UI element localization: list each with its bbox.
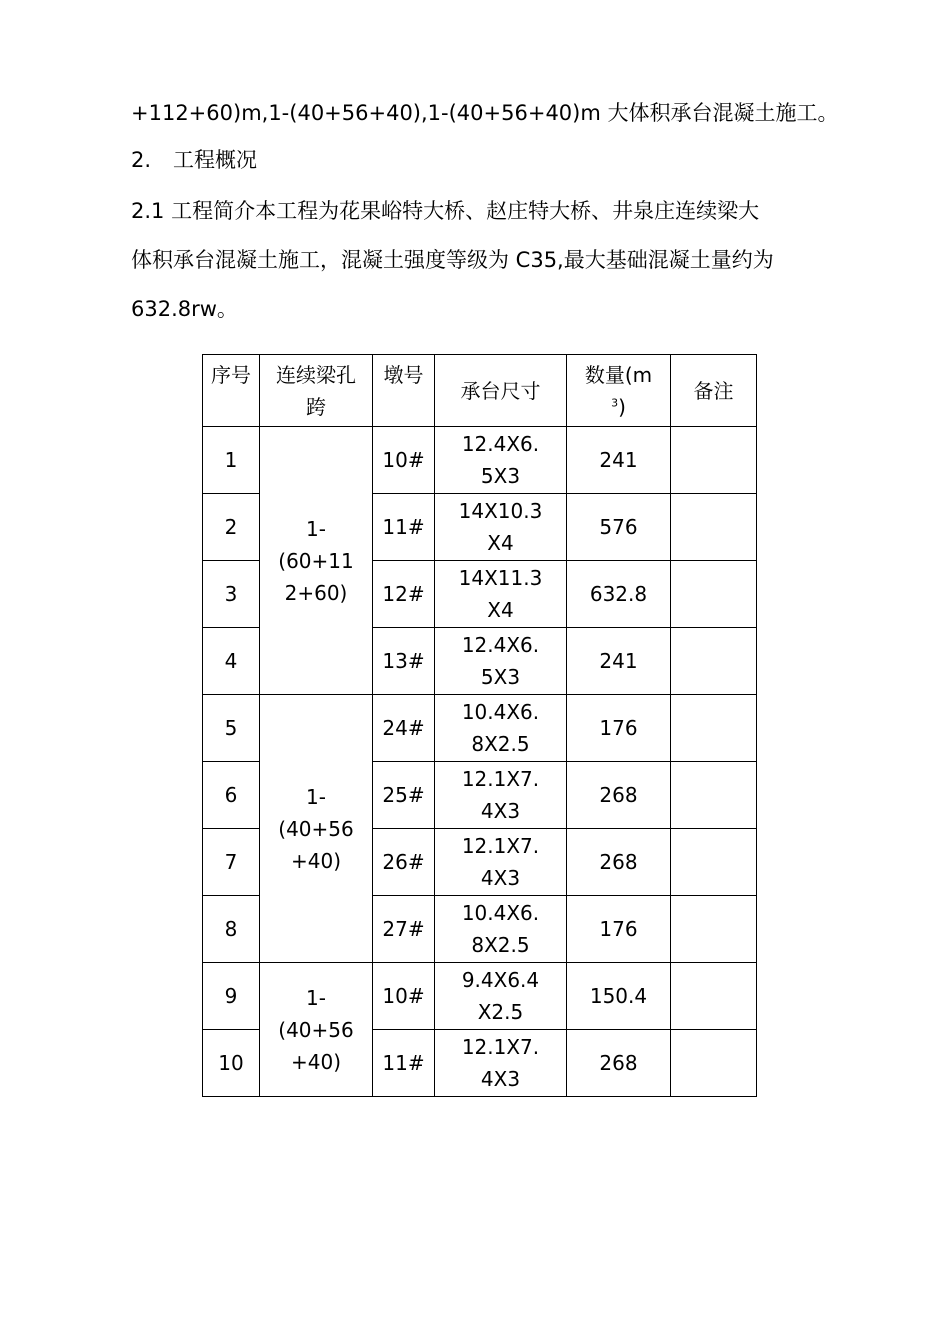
header-volume-line1: 数量(m bbox=[584, 363, 653, 387]
cell-pier: 11# bbox=[373, 494, 435, 561]
section-title: 工程概况 bbox=[173, 148, 258, 172]
cell-remark bbox=[671, 494, 757, 561]
cell-size bbox=[435, 963, 567, 1030]
cell-remark bbox=[671, 561, 757, 628]
cell-size-size1: 12.1X7. bbox=[461, 767, 540, 791]
cell-size bbox=[435, 762, 567, 829]
cell-remark bbox=[671, 829, 757, 896]
cell-size bbox=[435, 427, 567, 494]
cell-span-group bbox=[260, 695, 373, 963]
cell-seq: 9 bbox=[203, 963, 260, 1030]
cell-size-size2: X4 bbox=[487, 531, 514, 555]
cell-remark bbox=[671, 963, 757, 1030]
cell-seq: 3 bbox=[203, 561, 260, 628]
cell-volume: 268 bbox=[567, 829, 671, 896]
cell-volume: 241 bbox=[567, 628, 671, 695]
span-group-line1: 1- bbox=[306, 985, 326, 1010]
cell-seq: 10 bbox=[203, 1030, 260, 1097]
cell-remark bbox=[671, 896, 757, 963]
cell-size-size1: 12.1X7. bbox=[461, 1035, 540, 1059]
cell-remark bbox=[671, 695, 757, 762]
cell-volume: 241 bbox=[567, 427, 671, 494]
header-pier: 墩号 bbox=[373, 355, 435, 427]
cell-pier: 13# bbox=[373, 628, 435, 695]
header-remark: 备注 bbox=[671, 355, 757, 427]
span-group-line3: +40) bbox=[290, 848, 341, 873]
cell-seq: 8 bbox=[203, 896, 260, 963]
span-group-line1: 1- bbox=[306, 784, 326, 809]
cell-volume: 268 bbox=[567, 1030, 671, 1097]
span-group-line2: (40+56 bbox=[278, 816, 354, 841]
cell-size-size1: 14X10.3 bbox=[458, 499, 543, 523]
cell-size-size2: X2.5 bbox=[477, 1000, 524, 1024]
cell-size bbox=[435, 1030, 567, 1097]
span-group-line3: 2+60) bbox=[284, 580, 348, 605]
section-heading bbox=[131, 145, 257, 175]
cell-volume: 576 bbox=[567, 494, 671, 561]
header-volume-line2 bbox=[567, 391, 670, 423]
cell-size-size1: 12.1X7. bbox=[461, 834, 540, 858]
cell-size-size2: 4X3 bbox=[480, 866, 521, 890]
header-seq: 序号 bbox=[203, 355, 260, 427]
cell-seq: 1 bbox=[203, 427, 260, 494]
paragraph-line-3: 2.1 工程简介本工程为花果峪特大桥、赵庄特大桥、井泉庄连续梁大 bbox=[131, 199, 760, 223]
cell-size-size2: 4X3 bbox=[480, 799, 521, 823]
header-size: 承台尺寸 bbox=[435, 355, 567, 427]
span-group-line2: (60+11 bbox=[278, 548, 354, 573]
cell-size bbox=[435, 494, 567, 561]
cell-pier: 10# bbox=[373, 427, 435, 494]
cell-size bbox=[435, 695, 567, 762]
span-group-line2: (40+56 bbox=[278, 1017, 354, 1042]
cell-size-size2: 5X3 bbox=[480, 665, 521, 689]
cell-seq: 5 bbox=[203, 695, 260, 762]
cell-pier: 12# bbox=[373, 561, 435, 628]
cell-remark bbox=[671, 628, 757, 695]
cell-size-size1: 9.4X6.4 bbox=[461, 968, 540, 992]
header-volume-superscript: 3 bbox=[611, 396, 619, 410]
paragraph-line-4: 体积承台混凝土施工，混凝土强度等级为 C35,最大基础混凝土量约为 bbox=[131, 248, 774, 272]
cell-size-size2: 4X3 bbox=[480, 1067, 521, 1091]
header-span bbox=[260, 355, 373, 427]
cell-pier: 27# bbox=[373, 896, 435, 963]
cell-seq: 7 bbox=[203, 829, 260, 896]
cell-remark bbox=[671, 1030, 757, 1097]
cell-pier: 10# bbox=[373, 963, 435, 1030]
cell-size bbox=[435, 561, 567, 628]
section-number: 2. bbox=[131, 148, 152, 172]
cell-remark bbox=[671, 427, 757, 494]
cell-size bbox=[435, 628, 567, 695]
cell-size-size2: 5X3 bbox=[480, 464, 521, 488]
cell-size-size1: 12.4X6. bbox=[461, 633, 540, 657]
cell-size-size1: 10.4X6. bbox=[461, 700, 540, 724]
cell-volume: 150.4 bbox=[567, 963, 671, 1030]
cell-seq: 4 bbox=[203, 628, 260, 695]
cell-size-size1: 14X11.3 bbox=[458, 566, 543, 590]
header-span-line1: 连续梁孔 bbox=[276, 363, 356, 387]
paragraph-line-5: 632.8rw。 bbox=[131, 297, 238, 321]
cell-seq: 2 bbox=[203, 494, 260, 561]
table-row bbox=[203, 695, 757, 762]
cell-size-size2: 8X2.5 bbox=[471, 933, 530, 957]
cell-pier: 25# bbox=[373, 762, 435, 829]
cell-pier: 26# bbox=[373, 829, 435, 896]
cell-volume: 176 bbox=[567, 896, 671, 963]
cell-span-group bbox=[260, 427, 373, 695]
table-header-row bbox=[203, 355, 757, 427]
table-row bbox=[203, 963, 757, 1030]
cell-volume: 268 bbox=[567, 762, 671, 829]
table-row bbox=[203, 427, 757, 494]
cell-span-group bbox=[260, 963, 373, 1097]
cell-seq: 6 bbox=[203, 762, 260, 829]
cell-size bbox=[435, 896, 567, 963]
span-group-line3: +40) bbox=[290, 1049, 341, 1074]
span-group-line1: 1- bbox=[306, 516, 326, 541]
cell-volume: 632.8 bbox=[567, 561, 671, 628]
cell-pier: 24# bbox=[373, 695, 435, 762]
paragraph-line-1: +112+60)m,1-(40+56+40),1-(40+56+40)m 大体积承台混凝土施工。 bbox=[131, 101, 839, 125]
pile-cap-table bbox=[202, 354, 757, 1097]
cell-pier: 11# bbox=[373, 1030, 435, 1097]
header-volume bbox=[567, 355, 671, 427]
cell-size bbox=[435, 829, 567, 896]
cell-size-size2: X4 bbox=[487, 598, 514, 622]
cell-size-size1: 12.4X6. bbox=[461, 432, 540, 456]
cell-size-size1: 10.4X6. bbox=[461, 901, 540, 925]
cell-remark bbox=[671, 762, 757, 829]
cell-size-size2: 8X2.5 bbox=[471, 732, 530, 756]
cell-volume: 176 bbox=[567, 695, 671, 762]
header-span-line2: 跨 bbox=[306, 395, 326, 419]
header-volume-paren: ) bbox=[618, 395, 626, 419]
